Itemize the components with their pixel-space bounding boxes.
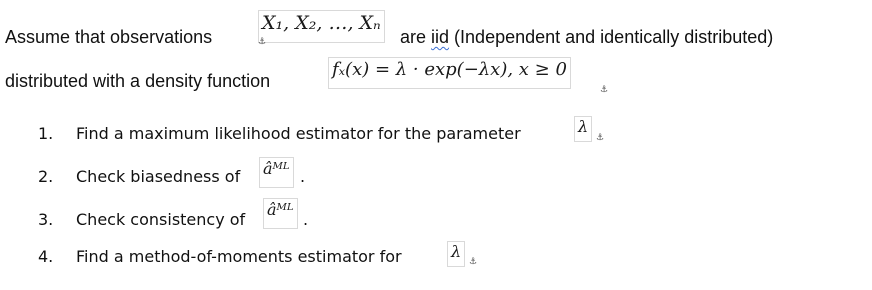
iid-explanation: (Independent and identically distributed)	[449, 27, 774, 47]
item-text	[76, 210, 245, 229]
a-hat-ml-symbol[interactable]: âᴹᴸ	[263, 198, 298, 229]
anchor-icon: ⚓	[600, 85, 609, 95]
item-number: 2.	[38, 167, 54, 186]
intro-line-2	[5, 71, 270, 92]
intro-line-1	[5, 27, 212, 48]
item-text	[76, 124, 521, 143]
item-number: 3.	[38, 210, 54, 229]
item-label: Find a maximum likelihood estimator for the parameter	[76, 124, 521, 143]
density-equation[interactable]: fₓ(x) = λ · exp(−λx), x ≥ 0	[328, 57, 571, 89]
item-number: 1.	[38, 124, 54, 143]
item-suffix: .	[303, 210, 309, 229]
anchor-icon: ⚓	[469, 257, 478, 267]
item-suffix: .	[300, 167, 306, 186]
item-label: Check biasedness of	[76, 167, 241, 186]
anchor-icon: ⚓	[596, 133, 605, 143]
a-hat-ml-symbol[interactable]: âᴹᴸ	[259, 157, 294, 188]
iid-word: iid	[431, 27, 450, 47]
density-text-before: distributed with a density function	[5, 71, 271, 91]
lambda-symbol[interactable]: λ	[447, 241, 465, 267]
are-text: are	[400, 27, 432, 47]
item-label: Find a method-of-moments estimator for	[76, 247, 402, 266]
item-number: 4.	[38, 247, 54, 266]
sample-equation[interactable]: X₁, X₂, …, Xₙ	[258, 10, 385, 43]
lambda-symbol[interactable]: λ	[574, 116, 592, 142]
intro-text-before: Assume that observations	[5, 27, 213, 47]
item-text	[76, 167, 240, 186]
item-text	[76, 247, 402, 266]
item-label: Check consistency of	[76, 210, 246, 229]
intro-line-1-continued	[400, 27, 773, 48]
anchor-icon: ⚓	[258, 37, 267, 47]
